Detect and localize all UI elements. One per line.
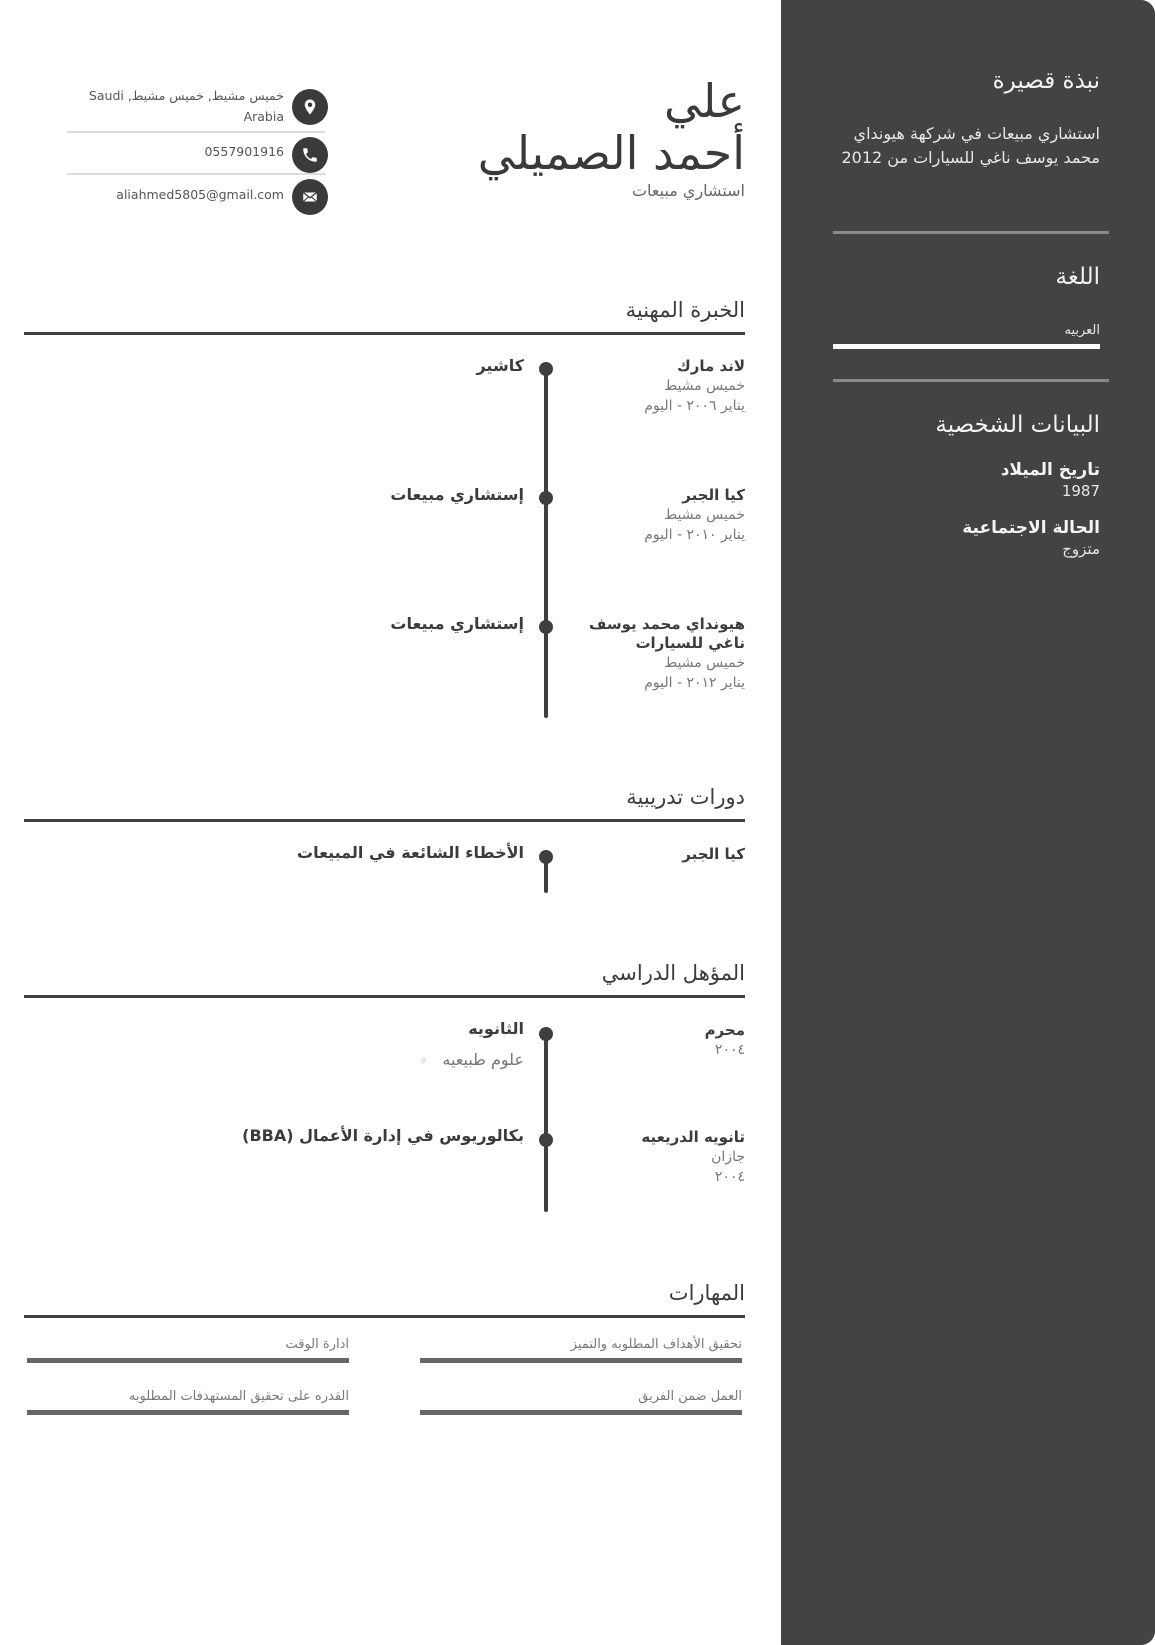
skill-item <box>27 1389 349 1415</box>
birth-label: تاريخ الميلاد <box>1000 460 1100 480</box>
about-title: نبذة قصيرة <box>992 68 1100 94</box>
education-date: ٢٠٠٤ <box>714 1169 745 1185</box>
skill-item <box>420 1337 742 1363</box>
education-location: جازان <box>711 1149 745 1165</box>
contact-phone <box>62 137 328 173</box>
experience-date: يناير ٢٠١٢ - اليوم <box>644 675 745 691</box>
education-title: المؤهل الدراسي <box>601 961 745 985</box>
experience-role <box>104 356 524 375</box>
language-level-bar <box>833 344 1100 349</box>
education-org: تانويه الدريعيه <box>641 1128 745 1146</box>
language-row <box>833 323 1100 349</box>
experience-date: يناير ٢٠١٠ - اليوم <box>644 527 745 543</box>
experience-entry <box>575 615 745 693</box>
experience-role-title: كاشير <box>476 356 524 375</box>
experience-role-title: إستشاري مبيعات <box>390 485 524 504</box>
experience-rule <box>24 332 745 335</box>
email-icon <box>292 179 328 215</box>
skill-item <box>27 1337 349 1363</box>
contact-divider <box>67 131 325 133</box>
personal-title: البيانات الشخصية <box>935 412 1100 438</box>
experience-entry <box>525 357 745 416</box>
skill-label: العمل ضمن الفريق <box>638 1389 742 1404</box>
first-name: علي <box>663 74 745 128</box>
skill-item <box>420 1389 742 1415</box>
education-degree-title: بكالوريوس في إدارة الأعمال (BBA) <box>242 1126 524 1145</box>
experience-role-title: إستشاري مبيعات <box>390 614 524 633</box>
about-text: استشاري مبيعات في شركهة هيونداي محمد يوسف ناغي للسيارات من 2012 <box>841 124 1100 167</box>
course-org: كيا الجبر <box>682 845 745 863</box>
skill-level-bar <box>27 1358 349 1363</box>
sidebar <box>781 0 1155 1645</box>
education-entry <box>525 1021 745 1060</box>
skills-rule <box>24 1315 745 1318</box>
experience-location: خميس مشيط <box>664 507 745 523</box>
marital-value: متزوج <box>1062 540 1100 558</box>
contact-address <box>62 89 328 129</box>
course-name-text: الأخطاء الشائعة في المبيعات <box>297 843 524 862</box>
contact-email <box>62 179 328 215</box>
experience-org: كيا الجبر <box>682 486 745 504</box>
skill-label: تحقيق الأهداف المطلوبه والتميز <box>570 1337 742 1352</box>
location-icon <box>292 89 328 125</box>
bullet-icon: ◦ <box>420 1054 428 1068</box>
sidebar-divider <box>833 231 1109 234</box>
name-block <box>365 75 745 200</box>
experience-role <box>104 485 524 504</box>
personal-section <box>820 412 1100 558</box>
experience-entry <box>525 486 745 545</box>
skill-label: القدره على تحقيق المستهدفات المطلوبه <box>128 1389 349 1404</box>
language-label: العربيه <box>1064 323 1100 338</box>
education-org: محرم <box>704 1021 745 1039</box>
experience-date: يناير ٢٠٠٦ - اليوم <box>644 398 745 414</box>
last-name: أحمد الصميلي <box>477 126 745 180</box>
courses-title: دورات تدريبية <box>626 785 745 809</box>
education-date: ٢٠٠٤ <box>714 1042 745 1058</box>
contact-divider <box>67 173 325 175</box>
course-entry <box>525 845 745 864</box>
experience-org: لاند مارك <box>677 357 745 375</box>
language-title: اللغة <box>1055 264 1100 290</box>
job-title: استشاري مبيعات <box>631 181 745 200</box>
skill-level-bar <box>27 1410 349 1415</box>
experience-org: هيونداي محمد يوسف ناغي للسيارات <box>588 615 745 652</box>
experience-location: خميس مشيط <box>664 655 745 671</box>
language-section <box>820 264 1100 290</box>
skills-title: المهارات <box>668 1281 745 1305</box>
education-degree-title: الثانويه <box>468 1019 524 1038</box>
experience-role <box>104 614 524 633</box>
experience-location: خميس مشيط <box>664 378 745 394</box>
birth-value: 1987 <box>1061 482 1100 500</box>
timeline-dot <box>539 620 553 634</box>
skill-level-bar <box>420 1410 742 1415</box>
skill-level-bar <box>420 1358 742 1363</box>
education-bullet <box>104 1050 524 1069</box>
education-rule <box>24 995 745 998</box>
phone-icon <box>292 137 328 173</box>
sidebar-divider <box>833 379 1109 382</box>
education-entry <box>525 1128 745 1187</box>
address-text: خميس مشيط, خميس مشيط, Saudi Arabia <box>88 88 284 124</box>
skill-label: ادارة الوقت <box>285 1337 349 1352</box>
email-text: aliahmed5805@gmail.com <box>116 187 284 202</box>
phone-text: 0557901916 <box>204 144 284 159</box>
education-degree <box>104 1019 524 1069</box>
education-bullet-text: علوم طبيعيه <box>442 1050 524 1069</box>
courses-rule <box>24 819 745 822</box>
experience-title: الخبرة المهنية <box>625 298 745 322</box>
marital-label: الحالة الاجتماعية <box>962 518 1100 538</box>
about-section <box>820 68 1100 170</box>
education-degree <box>104 1126 524 1145</box>
course-name <box>104 843 524 862</box>
